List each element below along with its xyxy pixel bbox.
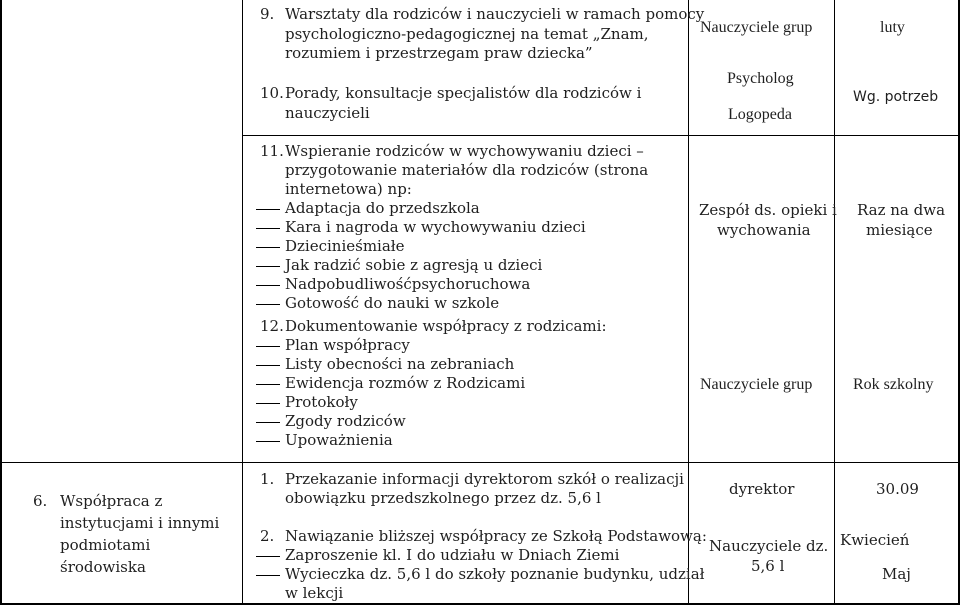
item-11-bullet-3: Dziecinieśmiałe — [285, 237, 405, 255]
bullet-dash — [256, 365, 280, 366]
bullet-dash — [256, 228, 280, 229]
area-6-line-3: podmiotami — [60, 536, 151, 554]
item-11-line-2: przygotowanie materiałów dla rodziców (strona — [285, 161, 649, 179]
item-11-bullet-5: Nadpobudliwośćpsychoruchowa — [285, 275, 531, 293]
r2-item-1-line-1: Przekazanie informacji dyrektorom szkół o realizacji — [285, 470, 684, 488]
area-6-line-2: instytucjami i innymi — [60, 514, 220, 532]
r2-item-2-bullet-2: Wycieczka dz. 5,6 l do szkoły poznanie budynku, udział — [285, 565, 705, 583]
responsible-12: Nauczyciele grup — [700, 376, 813, 393]
table-border-left — [0, 0, 2, 605]
item-11-line-1: Wspieranie rodziców w wychowywaniu dzieci – — [285, 142, 644, 160]
bullet-dash — [256, 346, 280, 347]
bullet-dash — [256, 575, 280, 576]
r2-item-2-number: 2. — [260, 527, 275, 545]
deadline-9: luty — [880, 19, 905, 36]
item-9-line-1: Warsztaty dla rodziców i nauczycieli w ramach pomocy — [285, 5, 705, 23]
item-12-bullet-3: Ewidencja rozmów z Rodzicami — [285, 374, 526, 392]
item-9-line-2: psychologiczno-pedagogicznej na temat „Znam, — [285, 25, 649, 43]
responsible-10-logopeda: Logopeda — [728, 106, 792, 123]
bullet-dash — [256, 266, 280, 267]
r2-item-2-bullet-1: Zaproszenie kl. I do udziału w Dniach Ziemi — [285, 546, 620, 564]
deadline-10: Wg. potrzeb — [853, 89, 939, 105]
r2-item-1-number: 1. — [260, 470, 275, 488]
deadline-11-line-2: miesiące — [866, 221, 933, 239]
item-12-bullet-4: Protokoły — [285, 393, 358, 411]
r2-responsible-1: dyrektor — [729, 480, 795, 498]
item-12-bullet-5: Zgody rodziców — [285, 412, 406, 430]
bullet-dash — [256, 247, 280, 248]
area-6-number: 6. — [33, 492, 48, 510]
item-11-number: 11. — [260, 142, 284, 160]
bullet-dash — [256, 304, 280, 305]
bullet-dash — [256, 422, 280, 423]
item-9-line-3: rozumiem i przestrzegam praw dziecka” — [285, 44, 593, 62]
bullet-dash — [256, 441, 280, 442]
item-11-bullet-1: Adaptacja do przedszkola — [285, 199, 480, 217]
responsible-11-line-1: Zespół ds. opieki i — [699, 201, 837, 219]
responsible-9: Nauczyciele grup — [700, 19, 813, 36]
col-divider-3 — [834, 0, 835, 605]
item-10-line-1: Porady, konsultacje specjalistów dla rodziców i — [285, 84, 642, 102]
r2-deadline-2-line-2: Maj — [882, 565, 911, 583]
deadline-12: Rok szkolny — [853, 376, 934, 393]
item-12-bullet-1: Plan współpracy — [285, 336, 410, 354]
r2-deadline-2-line-1: Kwiecień — [840, 531, 910, 549]
r2-responsible-2-line-2: 5,6 l — [751, 557, 785, 575]
area-6-line-4: środowiska — [60, 558, 146, 576]
responsible-10-psycholog: Psycholog — [727, 70, 794, 87]
r2-responsible-2-line-1: Nauczyciele dz. — [709, 537, 829, 555]
bullet-dash — [256, 403, 280, 404]
row-divider-1 — [242, 135, 960, 136]
item-11-line-3: internetowa) np: — [285, 180, 412, 198]
r2-item-2-line-1: Nawiązanie bliższej współpracy ze Szkołą Podstawową: — [285, 527, 707, 545]
col-divider-1 — [242, 0, 243, 605]
item-11-bullet-6: Gotowość do nauki w szkole — [285, 294, 500, 312]
bullet-dash — [256, 209, 280, 210]
bullet-dash — [256, 384, 280, 385]
item-12-bullet-2: Listy obecności na zebraniach — [285, 355, 515, 373]
deadline-11-line-1: Raz na dwa — [857, 201, 946, 219]
col-divider-2 — [688, 0, 689, 605]
bullet-dash — [256, 556, 280, 557]
item-12-line-1: Dokumentowanie współpracy z rodzicami: — [285, 317, 607, 335]
r2-deadline-1: 30.09 — [876, 480, 919, 498]
item-11-bullet-4: Jak radzić sobie z agresją u dzieci — [285, 256, 543, 274]
responsible-11-line-2: wychowania — [717, 221, 811, 239]
area-6-line-1: Współpraca z — [60, 492, 163, 510]
row-divider-2 — [0, 462, 960, 463]
item-11-bullet-2: Kara i nagroda w wychowywaniu dzieci — [285, 218, 586, 236]
item-10-number: 10. — [260, 84, 284, 102]
r2-item-1-line-2: obowiązku przedszkolnego przez dz. 5,6 l — [285, 489, 601, 507]
item-9-number: 9. — [260, 5, 275, 23]
item-12-number: 12. — [260, 317, 284, 335]
r2-item-2-tail: w lekcji — [285, 584, 344, 602]
bullet-dash — [256, 285, 280, 286]
item-12-bullet-6: Upoważnienia — [285, 431, 393, 449]
item-10-line-2: nauczycieli — [285, 104, 370, 122]
